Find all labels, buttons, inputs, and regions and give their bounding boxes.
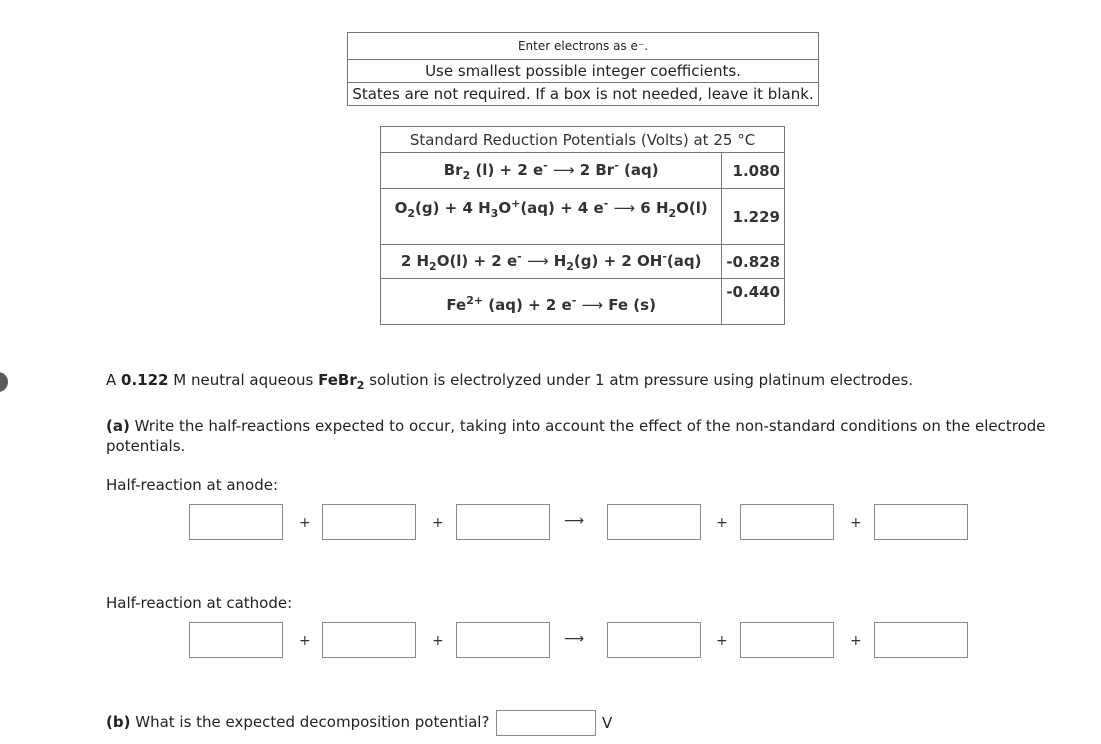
plus-sign: + [299,633,311,649]
anode-input-3[interactable] [456,504,550,540]
plus-sign: + [716,515,728,531]
instruction-states: States are not required. If a box is not needed, leave it blank. [348,83,819,106]
problem-statement: A 0.122 M neutral aqueous FeBr$_2$ solution is electrolyzed under 1 atm pressure using platinum electrodes. [106,371,914,392]
part-b-text: What is the expected decomposition potential? [135,713,490,731]
part-b-question [106,713,489,731]
plus-sign: + [299,515,311,531]
potential-reaction-2: $O_2(g) + 4$ $H_3O^+(aq) + 4$ e- ⟶ 6 $H_2O(l)$ [381,189,722,245]
unit-label: V [602,714,613,732]
reaction-arrow: ⟶ [564,513,585,529]
plus-sign: + [432,515,444,531]
potential-reaction-1: $Br_2$ (l) + 2 e- ⟶ 2 Br- (aq) [381,153,722,189]
plus-sign: + [850,633,862,649]
chevron-left-icon[interactable] [0,372,8,392]
part-a-label: (a) [106,417,130,435]
anode-input-4[interactable] [607,504,701,540]
anode-input-6[interactable] [874,504,968,540]
potential-value-2: 1.229 [722,189,785,245]
cathode-input-4[interactable] [607,622,701,658]
potential-value-1: 1.080 [722,153,785,189]
potential-value-3: -0.828 [722,245,785,279]
cathode-input-2[interactable] [322,622,416,658]
potential-reaction-3: 2 $H_2O(l) + 2$ e- ⟶ $H_2(g) + 2$ OH-(aq) [381,245,722,279]
cathode-input-3[interactable] [456,622,550,658]
cathode-label: Half-reaction at cathode: [106,594,293,612]
cathode-input-5[interactable] [740,622,834,658]
part-b-label: (b) [106,713,131,731]
cathode-input-1[interactable] [189,622,283,658]
instruction-electrons: Enter electrons as e⁻. [348,33,819,60]
cathode-input-6[interactable] [874,622,968,658]
plus-sign: + [850,515,862,531]
potential-reaction-4: $Fe^{2+}$ (aq) + 2 e- ⟶ Fe (s) [381,279,722,325]
anode-input-2[interactable] [322,504,416,540]
decomposition-potential-input[interactable] [496,710,596,736]
part-a-question [106,416,1066,456]
anode-input-5[interactable] [740,504,834,540]
plus-sign: + [432,633,444,649]
potentials-title: Standard Reduction Potentials (Volts) at 25 °C [381,127,785,153]
part-a-text: Write the half-reactions expected to occur, taking into account the effect of the non-standard conditions on the electrode potentials. [106,417,1046,455]
instructions-table [347,32,819,106]
plus-sign: + [716,633,728,649]
anode-input-1[interactable] [189,504,283,540]
reaction-arrow: ⟶ [564,631,585,647]
instruction-coefficients: Use smallest possible integer coefficients. [348,60,819,83]
anode-label: Half-reaction at anode: [106,476,279,494]
potential-value-4: -0.440 [722,279,785,325]
reduction-potentials-table [380,126,785,325]
